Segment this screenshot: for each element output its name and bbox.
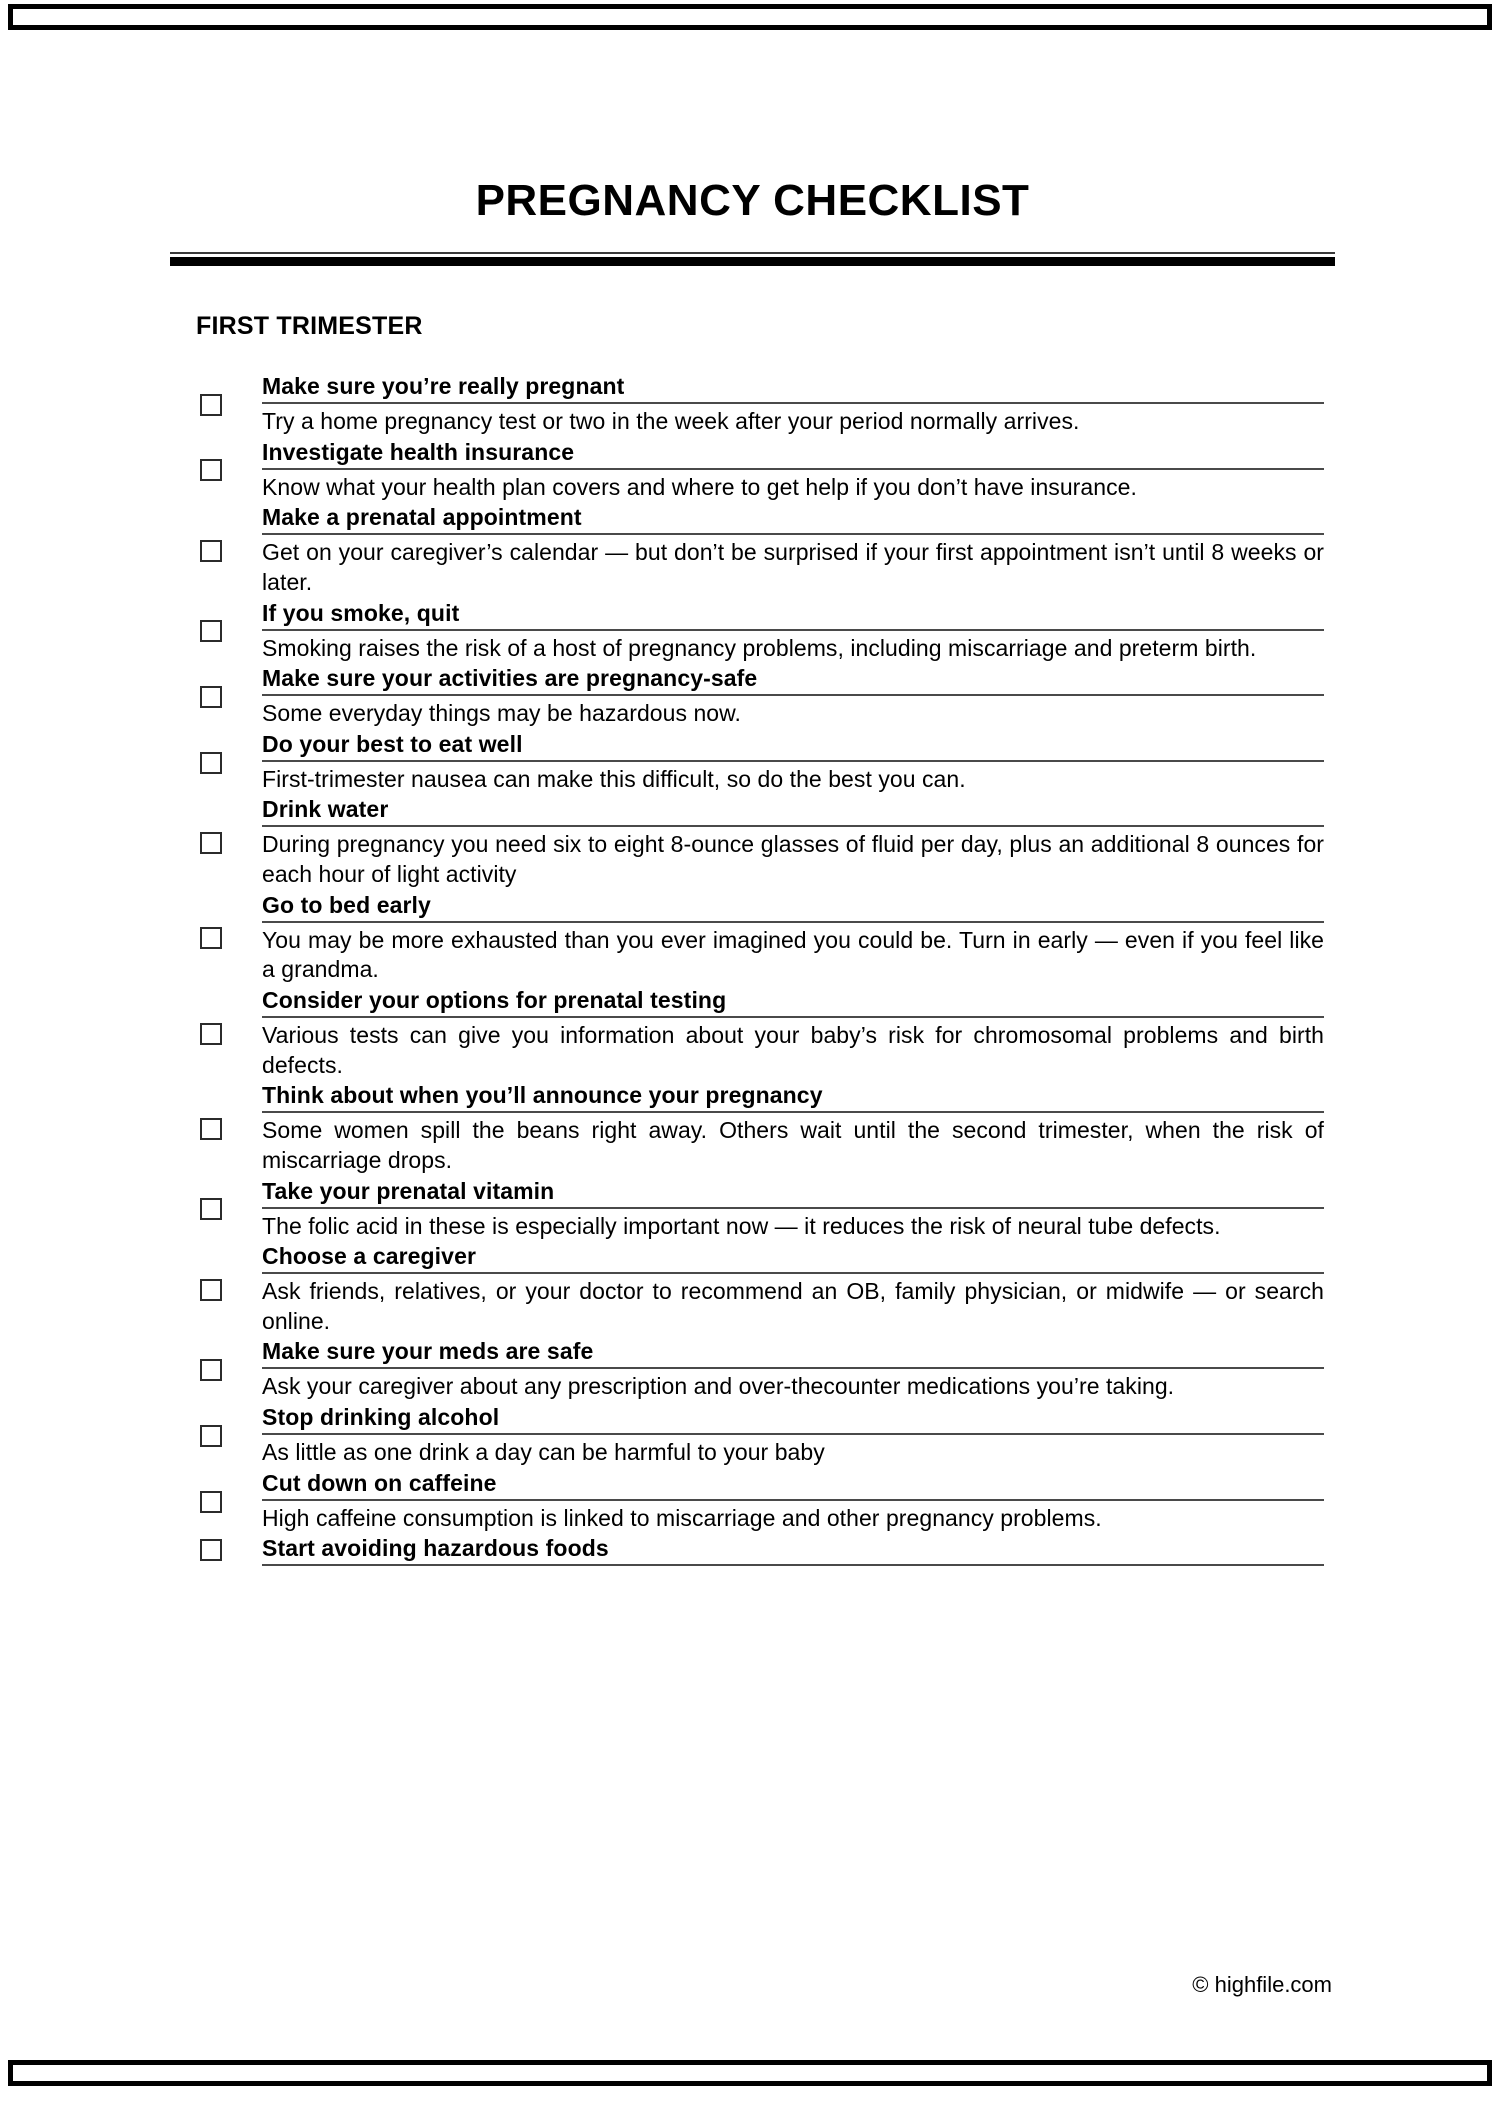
checklist-item-body — [262, 1403, 1324, 1469]
checkbox-cell — [196, 1403, 262, 1469]
checklist-item-title: Make sure you’re really pregnant — [262, 373, 625, 399]
checklist-item-body — [262, 438, 1324, 504]
checklist-item-title: Consider your options for prenatal testing — [262, 986, 727, 1013]
checklist-item-description: Get on your caregiver’s calendar — but don’t be surprised if your first appointment isn’t until 8 weeks or later. — [262, 539, 1324, 595]
checkbox-icon[interactable] — [200, 1359, 222, 1381]
checklist-item — [196, 1242, 1324, 1337]
checklist — [196, 372, 1324, 1566]
checkbox-cell — [196, 599, 262, 665]
checkbox-cell — [196, 1177, 262, 1243]
checklist-item-body — [262, 1242, 1324, 1337]
page-bottom-border-bar — [8, 2060, 1492, 2086]
checkbox-icon[interactable] — [200, 1023, 222, 1045]
checklist-item — [196, 372, 1324, 438]
checklist-item-body — [262, 599, 1324, 665]
checkbox-cell — [196, 1081, 262, 1176]
checkbox-cell — [196, 1337, 262, 1403]
checklist-item — [196, 1469, 1324, 1535]
checklist-item-title: Make sure your meds are safe — [262, 1338, 594, 1365]
checkbox-icon[interactable] — [200, 1491, 222, 1513]
checklist-item-description: You may be more exhausted than you ever imagined you could be. Turn in early — even if you feel like a grandma. — [262, 926, 1324, 983]
checklist-item-body — [262, 986, 1324, 1081]
checklist-item — [196, 891, 1324, 986]
checklist-item-title: Make a prenatal appointment — [262, 504, 582, 531]
checklist-item-title: Drink water — [262, 796, 389, 823]
checklist-item-description: Some everyday things may be hazardous now. — [262, 700, 741, 727]
checklist-item-body — [262, 795, 1324, 890]
checklist-item-body — [262, 730, 1324, 796]
checkbox-cell — [196, 664, 262, 730]
checklist-item-title: Start avoiding hazardous foods — [262, 1535, 609, 1562]
checkbox-cell — [196, 1534, 262, 1566]
checklist-item — [196, 1403, 1324, 1469]
checkbox-cell — [196, 730, 262, 796]
checklist-item — [196, 730, 1324, 796]
checkbox-icon[interactable] — [200, 1198, 222, 1220]
checklist-item-description: Various tests can give you information about your baby’s risk for chromosomal problems and birth defects. — [262, 1021, 1324, 1078]
checkbox-cell — [196, 891, 262, 986]
page-title: PREGNANCY CHECKLIST — [475, 176, 1030, 225]
checkbox-icon[interactable] — [200, 686, 222, 708]
checklist-item-body — [262, 664, 1324, 730]
checklist-item-description: As little as one drink a day can be harmful to your baby — [262, 1439, 825, 1466]
checklist-item-body — [262, 372, 1324, 438]
checklist-item-body — [262, 1469, 1324, 1535]
checkbox-cell — [196, 1469, 262, 1535]
title-underline-rule — [170, 252, 1335, 266]
checklist-item — [196, 1177, 1324, 1243]
checkbox-icon[interactable] — [200, 1118, 222, 1140]
checklist-item-title: Take your prenatal vitamin — [262, 1177, 555, 1204]
checklist-item-description: Ask friends, relatives, or your doctor to recommend an OB, family physician, or midwife — or search online. — [262, 1278, 1324, 1334]
checklist-item-description: Smoking raises the risk of a host of pregnancy problems, including miscarriage and preterm birth. — [262, 634, 1257, 661]
checklist-item-body — [262, 1081, 1324, 1176]
checkbox-cell — [196, 503, 262, 598]
title-rule-thick-line — [170, 257, 1335, 266]
checkbox-cell — [196, 795, 262, 890]
checkbox-cell — [196, 1242, 262, 1337]
checklist-item-description: The folic acid in these is especially important now — it reduces the risk of neural tube defects. — [262, 1212, 1221, 1239]
checkbox-icon[interactable] — [200, 1539, 222, 1561]
checklist-item — [196, 438, 1324, 504]
checklist-item-description: Try a home pregnancy test or two in the week after your period normally arrives. — [262, 407, 1080, 434]
checklist-item — [196, 1534, 1324, 1566]
checkbox-icon[interactable] — [200, 1425, 222, 1447]
checklist-item-title: Think about when you’ll announce your pregnancy — [262, 1082, 823, 1109]
checklist-item-body — [262, 1177, 1324, 1243]
checklist-item — [196, 986, 1324, 1081]
checkbox-cell — [196, 986, 262, 1081]
checklist-item-title: Do your best to eat well — [262, 730, 523, 757]
checklist-item — [196, 1081, 1324, 1176]
checklist-item — [196, 599, 1324, 665]
checklist-item-body — [262, 891, 1324, 986]
checklist-item — [196, 1337, 1324, 1403]
checklist-item-title: Go to bed early — [262, 891, 431, 918]
checklist-item-title: Investigate health insurance — [262, 438, 575, 465]
section-heading-first-trimester: FIRST TRIMESTER — [196, 312, 423, 340]
checkbox-icon[interactable] — [200, 620, 222, 642]
checkbox-icon[interactable] — [200, 459, 222, 481]
checklist-item-description: Know what your health plan covers and where to get help if you don’t have insurance. — [262, 473, 1137, 500]
checklist-item-title: If you smoke, quit — [262, 599, 460, 626]
checklist-item-description: Ask your caregiver about any prescription and over-thecounter medications you’re taking. — [262, 1373, 1175, 1400]
checklist-item-title: Choose a caregiver — [262, 1243, 477, 1270]
checkbox-icon[interactable] — [200, 927, 222, 949]
checkbox-icon[interactable] — [200, 394, 222, 416]
checklist-item-description: High caffeine consumption is linked to miscarriage and other pregnancy problems. — [262, 1504, 1102, 1531]
checkbox-icon[interactable] — [200, 752, 222, 774]
checkbox-cell — [196, 372, 262, 438]
checklist-item-title: Stop drinking alcohol — [262, 1404, 500, 1431]
checklist-item-title: Cut down on caffeine — [262, 1469, 497, 1496]
checklist-item-title: Make sure your activities are pregnancy-safe — [262, 665, 758, 692]
checklist-item-description: First-trimester nausea can make this difficult, so do the best you can. — [262, 765, 966, 792]
checklist-item — [196, 795, 1324, 890]
checklist-item-description: Some women spill the beans right away. Others wait until the second trimester, when the risk of miscarriage drops. — [262, 1117, 1324, 1173]
checklist-item-rule — [262, 1564, 1324, 1566]
checkbox-icon[interactable] — [200, 1279, 222, 1301]
checklist-item-description: During pregnancy you need six to eight 8-ounce glasses of fluid per day, plus an additional 8 ounces for each hour of light activity — [262, 831, 1324, 888]
checklist-item — [196, 503, 1324, 598]
footer-credit: © highfile.com — [1192, 1972, 1332, 1997]
checkbox-cell — [196, 438, 262, 504]
checkbox-icon[interactable] — [200, 540, 222, 562]
checkbox-icon[interactable] — [200, 832, 222, 854]
checklist-item-body — [262, 1534, 1324, 1566]
checklist-item-body — [262, 1337, 1324, 1403]
checklist-item — [196, 664, 1324, 730]
checklist-item-body — [262, 503, 1324, 598]
